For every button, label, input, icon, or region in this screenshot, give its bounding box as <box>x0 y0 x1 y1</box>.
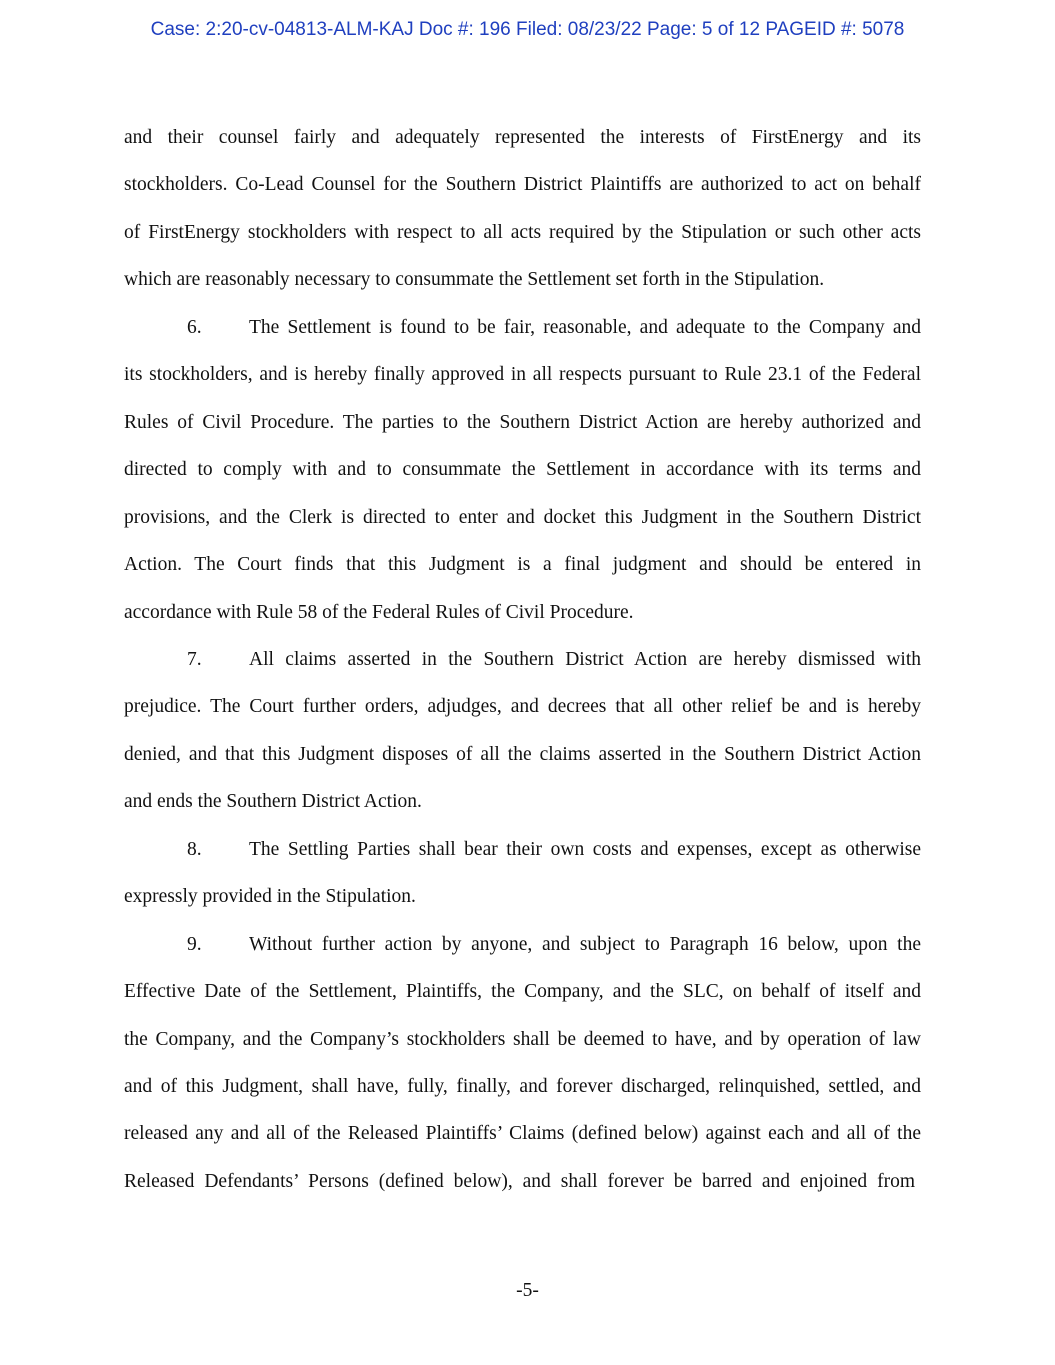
text-line: Action. The Court finds that this Judgment is a final judgment and should be entered in <box>124 554 921 576</box>
text-line: its stockholders, and is hereby finally approved in all respects pursuant to Rule 23.1 of the Federal <box>124 364 921 386</box>
text-line: of FirstEnergy stockholders with respect to all acts required by the Stipulation or such other acts <box>124 221 921 243</box>
text-line: Effective Date of the Settlement, Plaintiffs, the Company, and the SLC, on behalf of itself and <box>124 981 921 1003</box>
text-line: accordance with Rule 58 of the Federal Rules of Civil Procedure. <box>124 601 634 623</box>
text-line: and their counsel fairly and adequately represented the interests of FirstEnergy and its <box>124 127 921 148</box>
case-header: Case: 2:20-cv-04813-ALM-KAJ Doc #: 196 Filed: 08/23/22 Page: 5 of 12 PAGEID #: 5078 <box>150 19 905 40</box>
paragraph-number: 8. <box>187 838 202 860</box>
page-number: -5- <box>516 1280 539 1301</box>
line-text: Without further action by anyone, and subject to Paragraph 16 below, upon the <box>249 933 921 955</box>
text-line: and ends the Southern District Action. <box>124 791 422 813</box>
text-line: prejudice. The Court further orders, adjudges, and decrees that all other relief be and is hereby <box>124 696 921 718</box>
line-text: All claims asserted in the Southern District Action are hereby dismissed with <box>249 648 921 670</box>
text-line: Released Defendants’ Persons (defined below), and shall forever be barred and enjoined from <box>124 1170 915 1192</box>
text-line: provisions, and the Clerk is directed to enter and docket this Judgment in the Southern District <box>124 506 921 528</box>
text-line: released any and all of the Released Plaintiffs’ Claims (defined below) against each and all of the <box>124 1123 921 1145</box>
text-line: stockholders. Co-Lead Counsel for the Southern District Plaintiffs are authorized to act on behalf <box>124 174 921 196</box>
line-text: The Settlement is found to be fair, reasonable, and adequate to the Company and <box>249 316 921 338</box>
text-line: which are reasonably necessary to consummate the Settlement set forth in the Stipulation. <box>124 269 825 291</box>
paragraph-start-line <box>187 316 921 340</box>
text-line: directed to comply with and to consummate the Settlement in accordance with its terms and <box>124 459 921 481</box>
paragraph-number: 7. <box>187 648 202 670</box>
paragraph-number: 6. <box>187 316 202 338</box>
line-text: The Settling Parties shall bear their own costs and expenses, except as otherwise <box>249 838 921 860</box>
paragraph-number: 9. <box>187 933 202 955</box>
text-line: and of this Judgment, shall have, fully, finally, and forever discharged, relinquished, settled, and <box>124 1076 921 1097</box>
paragraph-start-line <box>187 648 921 672</box>
text-line: expressly provided in the Stipulation. <box>124 886 416 908</box>
text-line: Rules of Civil Procedure. The parties to the Southern District Action are hereby authorized and <box>124 411 921 433</box>
text-line: the Company, and the Company’s stockholders shall be deemed to have, and by operation of law <box>124 1028 921 1050</box>
text-line: denied, and that this Judgment disposes of all the claims asserted in the Southern District Action <box>124 743 921 765</box>
paragraph-start-line <box>187 933 921 957</box>
paragraph-start-line <box>187 838 921 862</box>
